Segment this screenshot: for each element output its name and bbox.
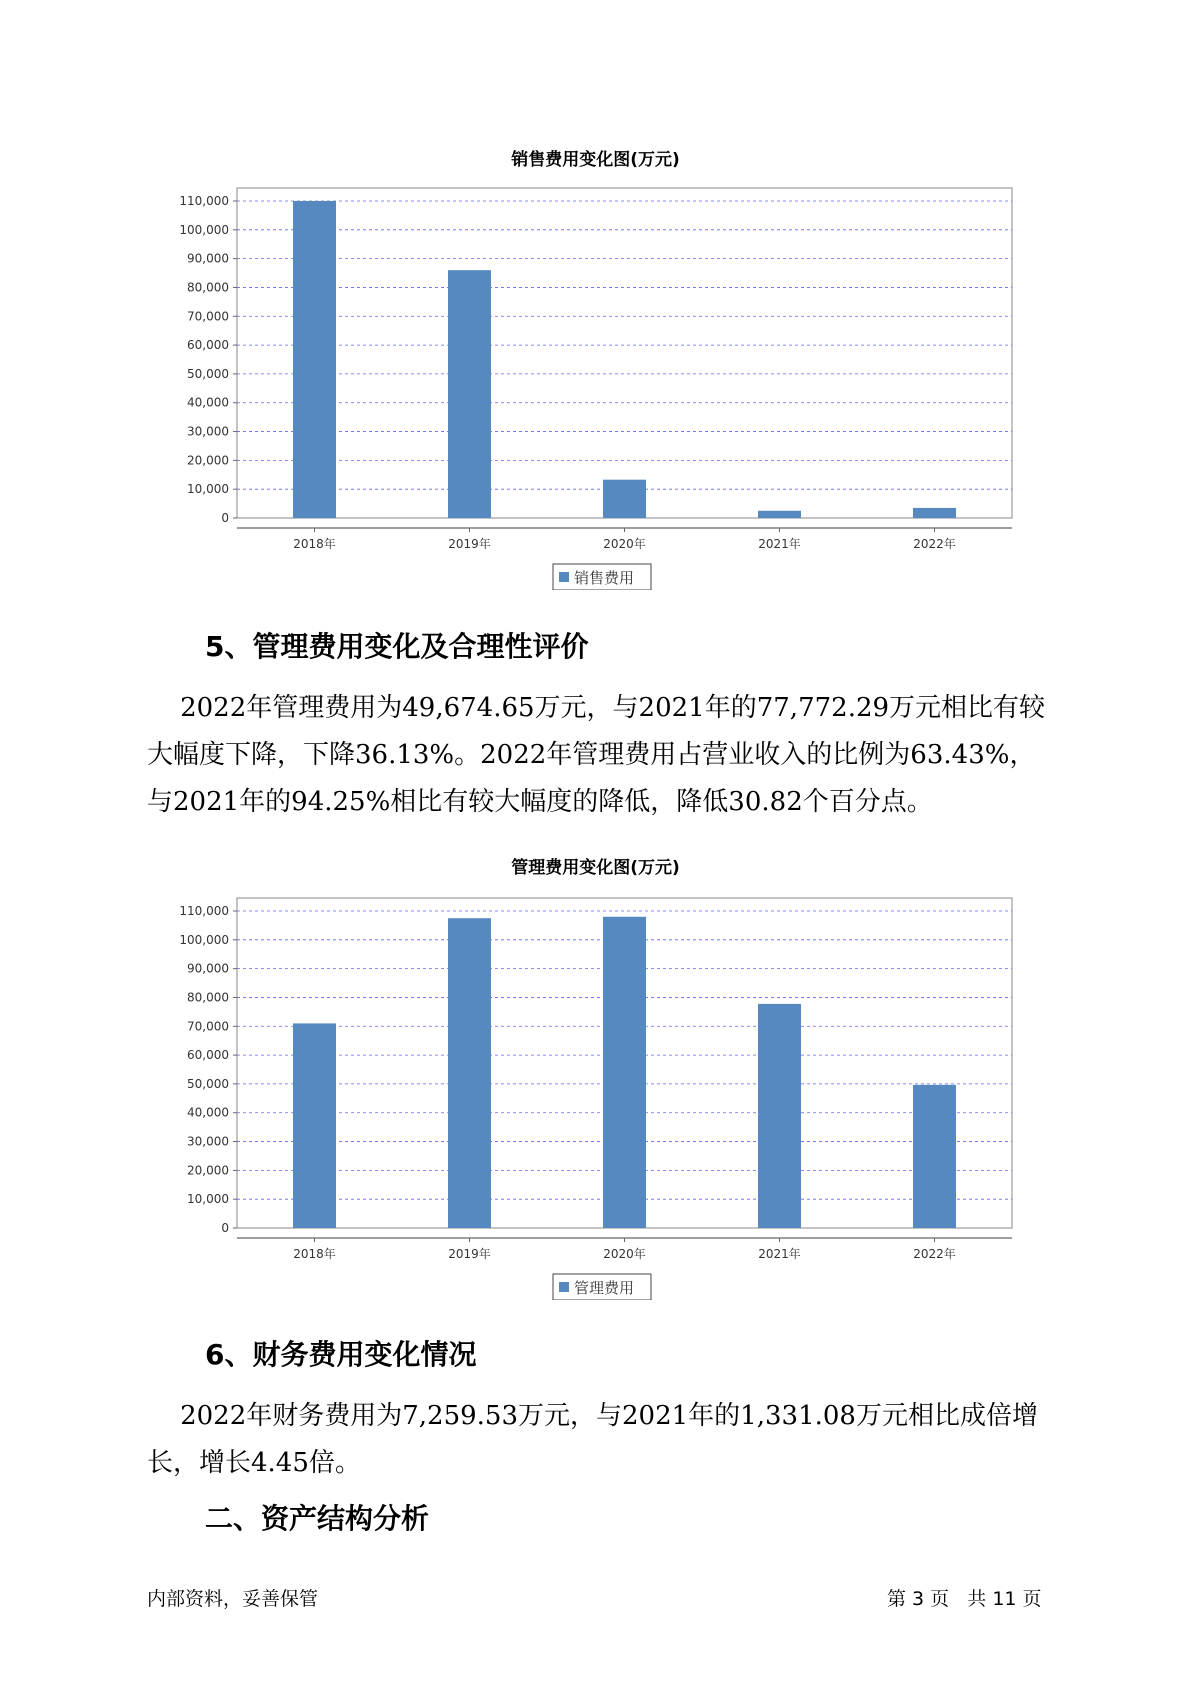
y-tick-label: 110,000 [179,904,229,918]
legend-label: 销售费用 [574,569,635,587]
legend-label: 管理费用 [574,1279,635,1297]
x-tick-label: 2020年 [603,537,646,551]
legend-swatch [559,572,569,582]
page-number: 第 3 页 共 11 页 [887,1588,1042,1610]
y-tick-label: 50,000 [187,1076,229,1091]
y-tick-label: 50,000 [187,366,229,381]
bar [293,1023,336,1228]
y-tick-label: 70,000 [187,309,229,324]
bar [603,917,646,1228]
y-tick-label: 0 [221,511,229,525]
y-tick-label: 40,000 [187,395,229,410]
section-heading: 二、资产结构分析 [205,1502,430,1535]
y-tick-label: 10,000 [187,1192,229,1207]
y-tick-label: 100,000 [179,932,229,947]
bar [448,918,491,1228]
bar [603,480,646,518]
section-heading: 5、管理费用变化及合理性评价 [205,630,589,663]
y-tick-label: 70,000 [187,1019,229,1034]
legend-swatch [559,1282,569,1292]
y-tick-label: 80,000 [187,280,229,295]
x-tick-label: 2019年 [448,1247,491,1261]
y-tick-label: 30,000 [187,424,229,439]
footer-note: 内部资料，妥善保管 [147,1588,319,1610]
x-tick-label: 2018年 [293,537,336,551]
y-tick-label: 10,000 [187,482,229,497]
x-tick-label: 2021年 [758,537,801,551]
y-tick-label: 60,000 [187,338,229,353]
legend [553,1274,651,1300]
section-heading: 6、财务费用变化情况 [205,1338,477,1371]
admin-expense-chart [0,880,1191,1300]
bar [913,508,956,518]
x-tick-label: 2022年 [913,537,956,551]
y-tick-label: 40,000 [187,1105,229,1120]
y-tick-label: 0 [221,1221,229,1235]
plot-area [237,188,1012,518]
paragraph: 2022年财务费用为7,259.53万元，与2021年的1,331.08万元相比成倍增长，增长4.45倍。 [147,1401,1038,1478]
y-tick-label: 30,000 [187,1134,229,1149]
x-tick-label: 2021年 [758,1247,801,1261]
bar [448,270,491,518]
x-tick-label: 2018年 [293,1247,336,1261]
y-tick-label: 20,000 [187,1163,229,1178]
chart-title: 管理费用变化图(万元) [511,858,680,878]
y-tick-label: 100,000 [179,222,229,237]
chart-title: 销售费用变化图(万元) [511,150,680,170]
y-tick-label: 20,000 [187,453,229,468]
y-tick-label: 90,000 [187,251,229,266]
x-tick-label: 2022年 [913,1247,956,1261]
y-tick-label: 110,000 [179,194,229,208]
sales-expense-chart [0,170,1191,590]
bar [758,511,801,518]
legend [553,564,651,590]
bar [758,1004,801,1228]
x-tick-label: 2020年 [603,1247,646,1261]
x-tick-label: 2019年 [448,537,491,551]
y-tick-label: 90,000 [187,961,229,976]
y-tick-label: 80,000 [187,990,229,1005]
bar [293,201,336,518]
bar [913,1085,956,1228]
paragraph: 2022年管理费用为49,674.65万元，与2021年的77,772.29万元相比有较大幅度下降，下降36.13%。2022年管理费用占营业收入的比例为63.43%，与2021年的94.25%相比有较大幅度的降低，降低30.82个百分点。 [147,693,1046,817]
y-tick-label: 60,000 [187,1048,229,1063]
